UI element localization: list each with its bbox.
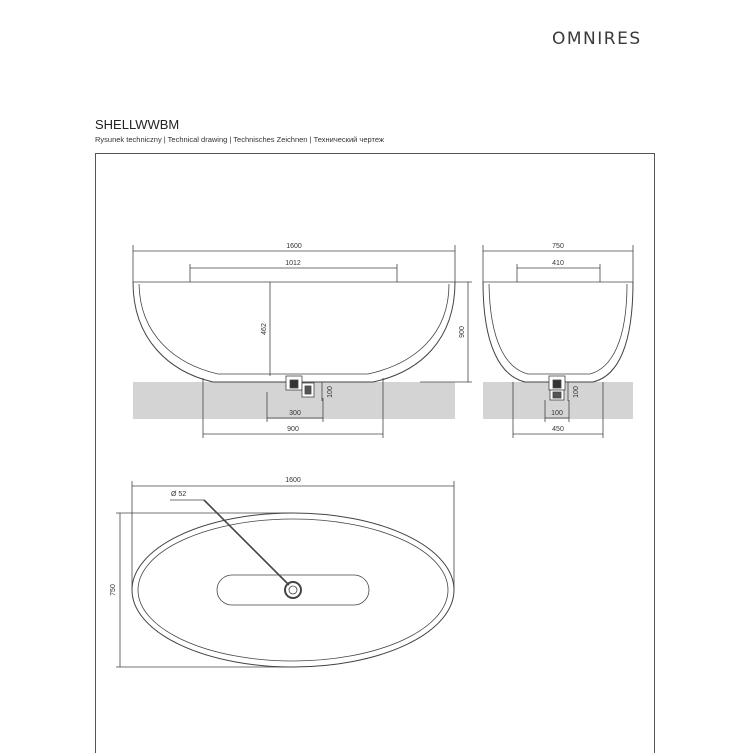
label-end-450: 450 (552, 426, 564, 433)
end-inner-shell (489, 284, 627, 374)
side-drain-core (290, 380, 298, 388)
side-inner-shell (139, 284, 449, 374)
side-trap-core (305, 386, 311, 394)
brand-logo: OMNIRES (552, 29, 642, 49)
label-end-100-v: 100 (573, 386, 580, 398)
label-side-300: 300 (289, 410, 301, 417)
label-side-100: 100 (327, 386, 334, 398)
label-side-900-height: 900 (459, 326, 466, 338)
label-end-750: 750 (552, 243, 564, 250)
end-trap-core (553, 392, 561, 398)
end-outer-shell (483, 282, 633, 382)
side-outer-shell (133, 282, 455, 382)
top-view (116, 481, 454, 667)
label-side-1600: 1600 (286, 243, 302, 250)
label-top-1600: 1600 (285, 477, 301, 484)
label-end-410: 410 (552, 260, 564, 267)
label-top-750: 750 (110, 584, 117, 596)
top-outer-rim (132, 513, 454, 667)
model-name: SHELLWWBM (95, 117, 180, 132)
top-drain-inner (289, 586, 297, 594)
drawing-subtitle: Rysunek techniczny | Technical drawing | Technisches Zeichnen | Технический чертеж (95, 135, 384, 144)
top-basin-floor (217, 575, 369, 605)
end-drain-core (553, 380, 561, 388)
label-drain-diameter: Ø 52 (171, 491, 187, 498)
top-inner-rim (138, 519, 448, 661)
label-side-900-feet: 900 (287, 426, 299, 433)
label-side-462: 462 (261, 323, 268, 335)
label-side-1012: 1012 (285, 260, 301, 267)
label-end-100-h: 100 (551, 410, 563, 417)
